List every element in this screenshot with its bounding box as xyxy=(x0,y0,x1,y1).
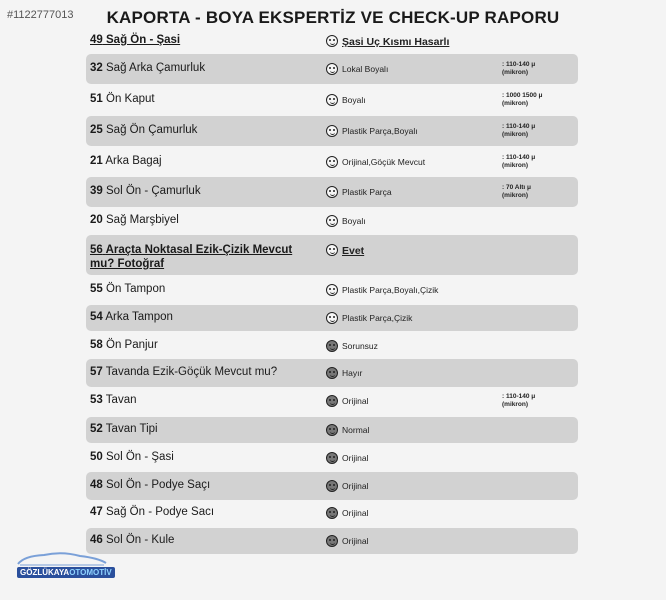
condition-face-icon xyxy=(326,424,338,436)
report-row xyxy=(86,445,578,471)
report-row xyxy=(86,54,578,84)
part-number: 47 xyxy=(90,506,103,518)
condition-status: Orijinal,Göçük Mevcut xyxy=(342,157,426,167)
condition-face-icon xyxy=(326,395,338,407)
part-number: 53 xyxy=(90,394,103,406)
thickness-unit: (mikron) xyxy=(502,100,528,107)
part-label: Sol Ön - Podye Saçı xyxy=(106,479,211,491)
part-name xyxy=(90,214,179,226)
condition-face-icon xyxy=(326,244,338,256)
part-name xyxy=(90,124,197,136)
part-name xyxy=(90,506,214,518)
condition-status: Orijinal xyxy=(342,396,369,406)
thickness-unit: (mikron) xyxy=(502,192,528,199)
condition-face-icon xyxy=(326,156,338,168)
part-label: Sağ Arka Çamurluk xyxy=(106,62,206,74)
part-name xyxy=(90,311,173,323)
condition-face-icon xyxy=(326,507,338,519)
car-silhouette-icon xyxy=(14,548,110,568)
condition-status: Orijinal xyxy=(342,508,369,518)
part-label: Sağ Marşbiyel xyxy=(106,214,179,226)
condition-status: Evet xyxy=(342,245,365,257)
part-number: 32 xyxy=(90,62,103,74)
condition-face-icon xyxy=(326,535,338,547)
report-row xyxy=(86,387,578,415)
part-number: 39 xyxy=(90,185,103,197)
report-row xyxy=(86,333,578,359)
part-label: Sağ Ön Çamurluk xyxy=(106,124,198,136)
thickness-unit: (mikron) xyxy=(502,162,528,169)
logo-text xyxy=(17,567,115,578)
thickness-value: : 70 Altı μ xyxy=(502,184,532,191)
paint-thickness xyxy=(502,393,535,409)
part-number: 50 xyxy=(90,451,103,463)
paint-thickness xyxy=(502,61,535,77)
part-number: 57 xyxy=(90,366,103,378)
part-label: Sağ Ön - Podye Sacı xyxy=(106,506,215,518)
report-row xyxy=(86,235,578,275)
report-row xyxy=(86,177,578,207)
part-label: Sağ Ön - Şasi xyxy=(106,34,181,46)
part-name xyxy=(90,34,180,46)
report-row xyxy=(86,359,578,387)
report-row xyxy=(86,116,578,146)
condition-status: Hayır xyxy=(342,368,363,378)
condition-face-icon xyxy=(326,367,338,379)
part-name xyxy=(90,93,155,105)
condition-face-icon xyxy=(326,312,338,324)
condition-status: Orijinal xyxy=(342,481,369,491)
condition-face-icon xyxy=(326,125,338,137)
paint-thickness xyxy=(502,92,542,108)
condition-face-icon xyxy=(326,340,338,352)
condition-status: Plastik Parça xyxy=(342,187,392,197)
paint-thickness xyxy=(502,154,535,170)
part-label: Sol Ön - Kule xyxy=(106,534,175,546)
part-name xyxy=(90,155,162,167)
condition-face-icon xyxy=(326,186,338,198)
report-row xyxy=(86,528,578,554)
part-number: 58 xyxy=(90,339,103,351)
condition-status: Lokal Boyalı xyxy=(342,64,389,74)
part-label: Tavan xyxy=(105,394,137,406)
listing-id: #1122777013 xyxy=(7,9,74,21)
condition-status: Şasi Uç Kısmı Hasarlı xyxy=(342,36,450,48)
part-name xyxy=(90,451,174,463)
part-number: 49 xyxy=(90,34,103,46)
part-label: Arka Bagaj xyxy=(105,155,162,167)
condition-status: Plastik Parça,Boyalı,Çizik xyxy=(342,285,439,295)
part-name xyxy=(90,534,174,546)
part-number: 55 xyxy=(90,283,103,295)
report-row xyxy=(86,500,578,526)
part-name xyxy=(90,366,277,378)
paint-thickness xyxy=(502,184,531,200)
logo-suffix: OTOMOTİV xyxy=(69,568,112,577)
part-label: Ön Tampon xyxy=(106,283,166,295)
report-title: KAPORTA - BOYA EKSPERTİZ VE CHECK-UP RAPORU xyxy=(106,8,560,27)
condition-face-icon xyxy=(326,35,338,47)
part-name xyxy=(90,394,136,406)
part-number: 56 xyxy=(90,244,103,256)
part-number: 25 xyxy=(90,124,103,136)
condition-status: Plastik Parça,Çizik xyxy=(342,313,413,323)
dealer-logo xyxy=(14,548,110,582)
thickness-value: : 110-140 μ xyxy=(502,61,536,68)
thickness-unit: (mikron) xyxy=(502,69,528,76)
part-name xyxy=(90,243,300,271)
part-name xyxy=(90,62,205,74)
condition-status: Orijinal xyxy=(342,536,369,546)
part-name xyxy=(90,423,158,435)
report-row xyxy=(86,305,578,331)
part-number: 51 xyxy=(90,93,103,105)
part-number: 20 xyxy=(90,214,103,226)
part-name xyxy=(90,185,201,197)
condition-status: Boyalı xyxy=(342,216,366,226)
condition-status: Orijinal xyxy=(342,453,369,463)
condition-face-icon xyxy=(326,63,338,75)
report-row xyxy=(86,417,578,443)
condition-status: Sorunsuz xyxy=(342,341,378,351)
condition-status: Plastik Parça,Boyalı xyxy=(342,126,418,136)
condition-face-icon xyxy=(326,480,338,492)
report-row xyxy=(86,472,578,500)
part-label: Arka Tampon xyxy=(105,311,173,323)
report-row xyxy=(86,208,578,234)
condition-face-icon xyxy=(326,284,338,296)
condition-face-icon xyxy=(326,452,338,464)
part-label: Ön Panjur xyxy=(106,339,158,351)
condition-face-icon xyxy=(326,215,338,227)
part-label: Sol Ön - Çamurluk xyxy=(106,185,201,197)
thickness-value: : 110-140 μ xyxy=(502,154,536,161)
report-row xyxy=(86,32,578,50)
part-number: 21 xyxy=(90,155,103,167)
thickness-value: : 110-140 μ xyxy=(502,123,536,130)
part-label: Ön Kaput xyxy=(106,93,155,105)
part-number: 46 xyxy=(90,534,103,546)
thickness-value: : 1000 1500 μ xyxy=(502,92,543,99)
part-name xyxy=(90,339,158,351)
part-label: Araçta Noktasal Ezik-Çizik Mevcut mu? Fotoğraf xyxy=(90,244,293,270)
report-row xyxy=(86,86,578,114)
thickness-value: : 110-140 μ xyxy=(502,393,536,400)
part-name xyxy=(90,283,165,295)
logo-name: GÖZLÜKAYA xyxy=(20,568,70,577)
part-number: 52 xyxy=(90,423,103,435)
report-row xyxy=(86,277,578,303)
part-number: 48 xyxy=(90,479,103,491)
thickness-unit: (mikron) xyxy=(502,401,528,408)
part-name xyxy=(90,479,210,491)
part-label: Tavan Tipi xyxy=(105,423,158,435)
part-label: Sol Ön - Şasi xyxy=(106,451,174,463)
part-number: 54 xyxy=(90,311,103,323)
condition-status: Boyalı xyxy=(342,95,366,105)
paint-thickness xyxy=(502,123,535,139)
part-label: Tavanda Ezik-Göçük Mevcut mu? xyxy=(105,366,278,378)
condition-status: Normal xyxy=(342,425,370,435)
report-row xyxy=(86,148,578,176)
thickness-unit: (mikron) xyxy=(502,131,528,138)
condition-face-icon xyxy=(326,94,338,106)
